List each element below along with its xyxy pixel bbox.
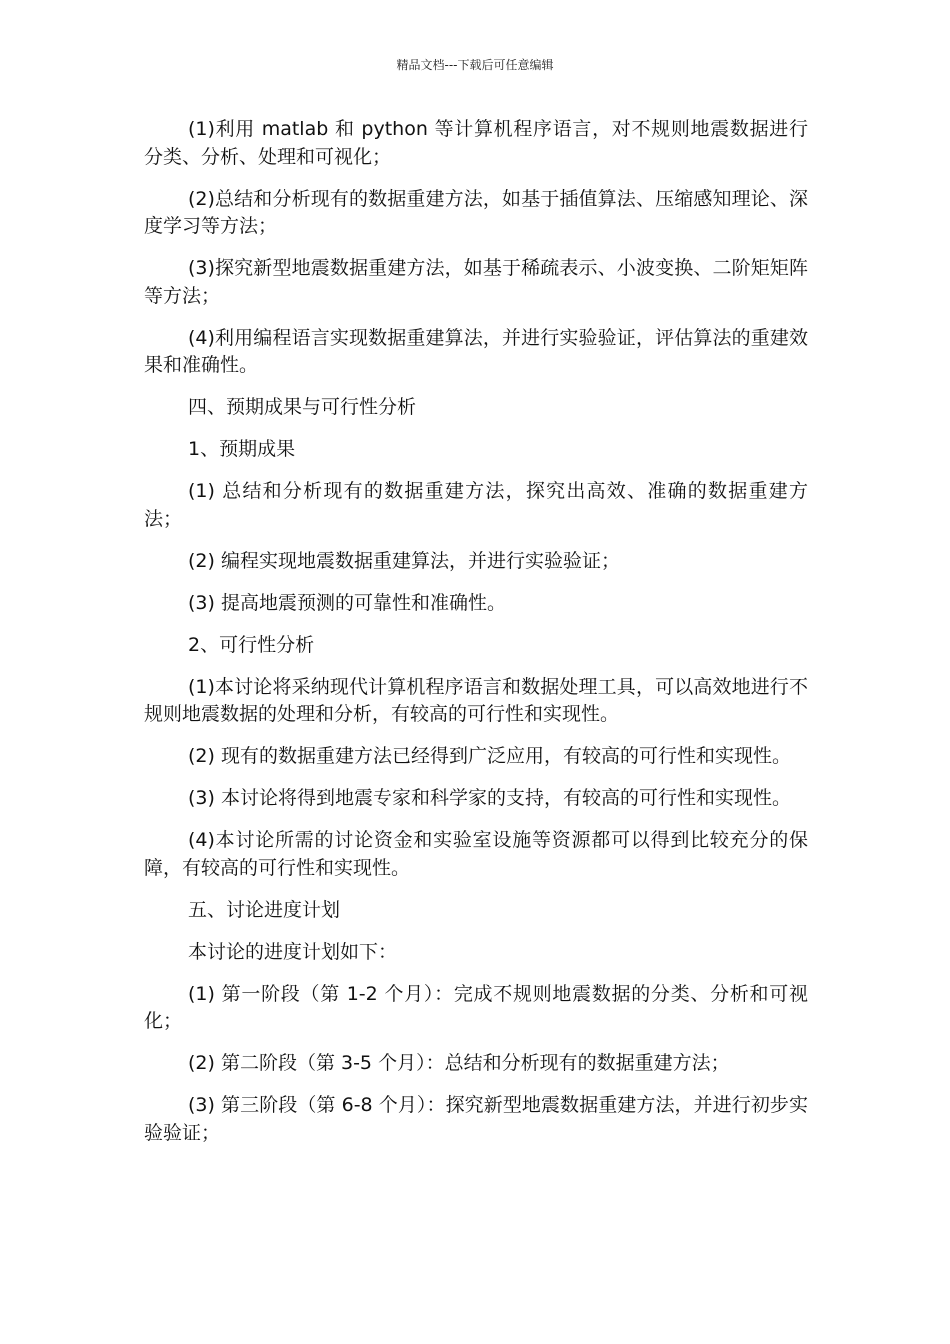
page-header: 精品文档---下载后可任意编辑	[396, 58, 554, 72]
subheading-feasibility: 2、可行性分析	[188, 633, 315, 656]
paragraph-expected-result-1: (1) 总结和分析现有的数据重建方法，探究出高效、准确的数据重建方法；	[144, 480, 808, 530]
paragraph-research-content-1: (1)利用 matlab 和 python 等计算机程序语言，对不规则地震数据进行分类、分析、处理和可视化；	[144, 118, 808, 168]
paragraph-research-content-2: (2)总结和分析现有的数据重建方法，如基于插值算法、压缩感知理论、深度学习等方法；	[144, 187, 808, 237]
paragraph-research-content-3: (3)探究新型地震数据重建方法，如基于稀疏表示、小波变换、二阶矩矩阵等方法；	[144, 257, 808, 307]
paragraph-research-content-4: (4)利用编程语言实现数据重建算法，并进行实验验证，评估算法的重建效果和准确性。	[144, 326, 808, 376]
paragraph-feasibility-3: (3) 本讨论将得到地震专家和科学家的支持，有较高的可行性和实现性。	[188, 787, 791, 809]
paragraph-schedule-phase-1: (1) 第一阶段（第 1-2 个月）：完成不规则地震数据的分类、分析和可视化；	[144, 982, 808, 1032]
subheading-expected-results: 1、预期成果	[188, 438, 296, 460]
paragraph-feasibility-4: (4)本讨论所需的讨论资金和实验室设施等资源都可以得到比较充分的保障，有较高的可行性和实现性。	[144, 829, 808, 879]
section-heading-expected-results: 四、预期成果与可行性分析	[188, 396, 417, 418]
paragraph-expected-result-3: (3) 提高地震预测的可靠性和准确性。	[188, 591, 506, 614]
section-heading-schedule: 五、讨论进度计划	[188, 898, 341, 921]
paragraph-schedule-intro: 本讨论的进度计划如下：	[188, 940, 398, 963]
paragraph-feasibility-2: (2) 现有的数据重建方法已经得到广泛应用，有较高的可行性和实现性。	[188, 745, 791, 767]
document-body	[144, 116, 808, 1162]
paragraph-expected-result-2: (2) 编程实现地震数据重建算法，并进行实验验证；	[188, 549, 620, 572]
paragraph-schedule-phase-2: (2) 第二阶段（第 3-5 个月）：总结和分析现有的数据重建方法；	[188, 1052, 730, 1074]
paragraph-schedule-phase-3: (3) 第三阶段（第 6-8 个月）：探究新型地震数据重建方法，并进行初步实验验证；	[144, 1094, 808, 1144]
paragraph-feasibility-1: (1)本讨论将采纳现代计算机程序语言和数据处理工具，可以高效地进行不规则地震数据的处理和分析，有较高的可行性和实现性。	[144, 675, 808, 725]
